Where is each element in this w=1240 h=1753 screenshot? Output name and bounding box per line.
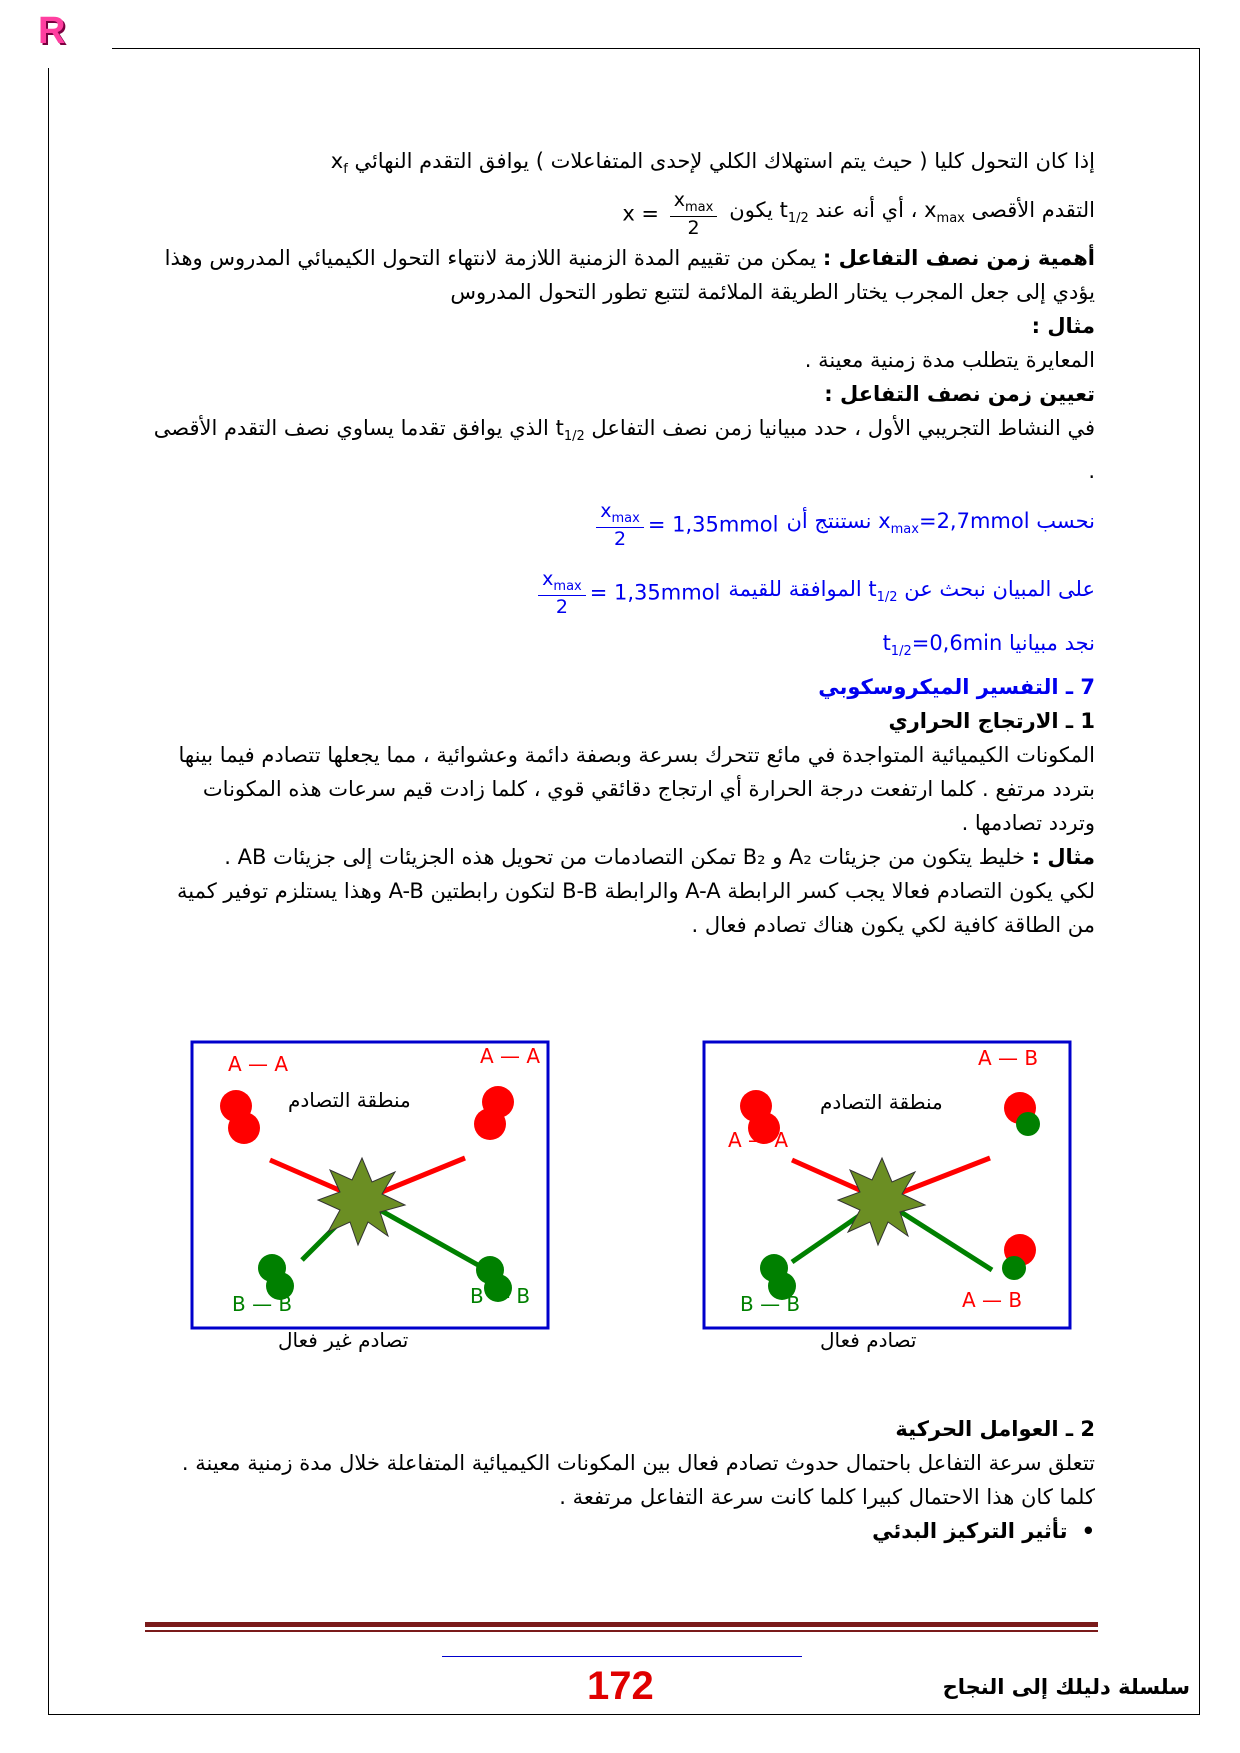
label-ab-1: A — B	[978, 1046, 1039, 1070]
label-aa-2: A — A	[480, 1044, 541, 1068]
page-number: 172	[587, 1664, 654, 1708]
caption-ineffective: تصادم غير فعال	[278, 1328, 409, 1352]
label-ab-2: A — B	[962, 1288, 1023, 1312]
para-final-advance: إذا كان التحول كليا ( حيث يتم استهلاك الكلي لإحدى المتفاعلات ) يوافق التقدم النهائي $x_f$	[330, 149, 1095, 178]
label-aa-right: A — A	[728, 1128, 789, 1152]
calc-line-2: على المبيان نبحث عن $t_{1/2}$ الموافقة للقيمة $\frac{x_{max}}{2}$ = 1,35mmol	[150, 566, 1095, 620]
label-aa-1: A — A	[228, 1052, 289, 1076]
eq-half-time: التقدم الأقصى $x_{max}$ ، أي أنه عند $t_{1/2}$ يكون x = $\frac{x_{max}}{2}$	[622, 188, 1095, 239]
page-content	[150, 144, 1095, 942]
frame-right	[1199, 48, 1200, 1715]
sub-1-text: المكونات الكيميائية المتواجدة في مائع تتحرك بسرعة وبصفة دائمة وعشوائية ، مما يجعلها تتصادم فيما بينها بتردد مرتفع . كلما ارتفعت درجة الحرارة أي ارتجاج دقائقي قوي ، كلما زادت قيم سرعات هذه المكونات وتردد تصادمها .	[178, 742, 1095, 835]
zone-label-left: منطقة التصادم	[288, 1088, 411, 1112]
example-text: المعايرة يتطلب مدة زمنية معينة .	[804, 348, 1095, 373]
frame-left	[48, 68, 49, 1715]
sub-2-text: تتعلق سرعة التفاعل باحتمال حدوث تصادم فعال بين المكونات الكيميائية المتفاعلة خلال مدة زمنية معينة . كلما كان هذا الاحتمال كبيرا كلما كانت سرعة التفاعل مرتفعة .	[181, 1451, 1095, 1509]
formula-x-half: x = $\frac{x_{max}}{2}$	[622, 191, 721, 238]
footer-rule-thin	[145, 1630, 1098, 1632]
label-bb-2: B — B	[470, 1284, 531, 1308]
determine-text: في النشاط التجريبي الأول ، حدد مبيانيا زمن نصف التفاعل $t_{1/2}$ الذي يوافق تقدما يساوي نصف التقدم الأقصى .	[153, 416, 1095, 484]
series-title: سلسلة دليلك إلى النجاح	[942, 1675, 1190, 1699]
bond-text: لكي يكون التصادم فعالا يجب كسر الرابطة A-A والرابطة B-B لتكون رابطتين A-B وهذا يستلزم توفير كمية من الطاقة كافية لكي يكون هناك تصادم فعال .	[177, 878, 1095, 937]
calc-line-1: نحسب $x_{max}=2,7mmol$ نستنتج أن $\frac{x_{max}}{2}$ = 1,35mmol	[150, 498, 1095, 552]
caption-effective: تصادم فعال	[820, 1328, 917, 1352]
footer-blue-line	[442, 1656, 802, 1657]
frame-bottom	[48, 1714, 1200, 1715]
sub-2-title: 2 ـ العوامل الحركية	[895, 1417, 1095, 1441]
sub-1-title: 1 ـ الارتجاج الحراري	[888, 708, 1095, 733]
example-title: مثال :	[1031, 314, 1095, 339]
calc-line-3: نجد مبيانيا $t_{1/2}=0,6\min$	[882, 631, 1095, 660]
label-bb-1: B — B	[232, 1292, 293, 1316]
frame-top	[112, 48, 1200, 49]
para-importance: أهمية زمن نصف التفاعل : يمكن من تقييم المدة الزمنية اللازمة لانتهاء التحول الكيميائي المدروس وهذا يؤدي إلى جعل المجرب يختار الطريقة الملائمة لتتبع تطور التحول المدروس	[164, 246, 1095, 305]
figure-effective-collision	[702, 1040, 1072, 1330]
example-2: مثال : خليط يتكون من جزيئات A₂ و B₂ تمكن التصادمات من تحويل هذه الجزيئات إلى جزيئات AB .	[224, 844, 1095, 869]
bullet-initial-concentration: • تأثير التركيز البدئي	[150, 1514, 1095, 1548]
logo: R	[38, 10, 66, 52]
determine-title: تعيين زمن نصف التفاعل :	[824, 382, 1095, 407]
label-bb-right: B — B	[740, 1292, 801, 1316]
zone-label-right: منطقة التصادم	[820, 1090, 943, 1114]
collision-figures	[0, 1040, 1240, 1360]
footer-rule	[145, 1622, 1098, 1627]
page-content-lower	[150, 1412, 1095, 1548]
section-7-title: 7 ـ التفسير الميكروسكوبي	[818, 674, 1095, 699]
